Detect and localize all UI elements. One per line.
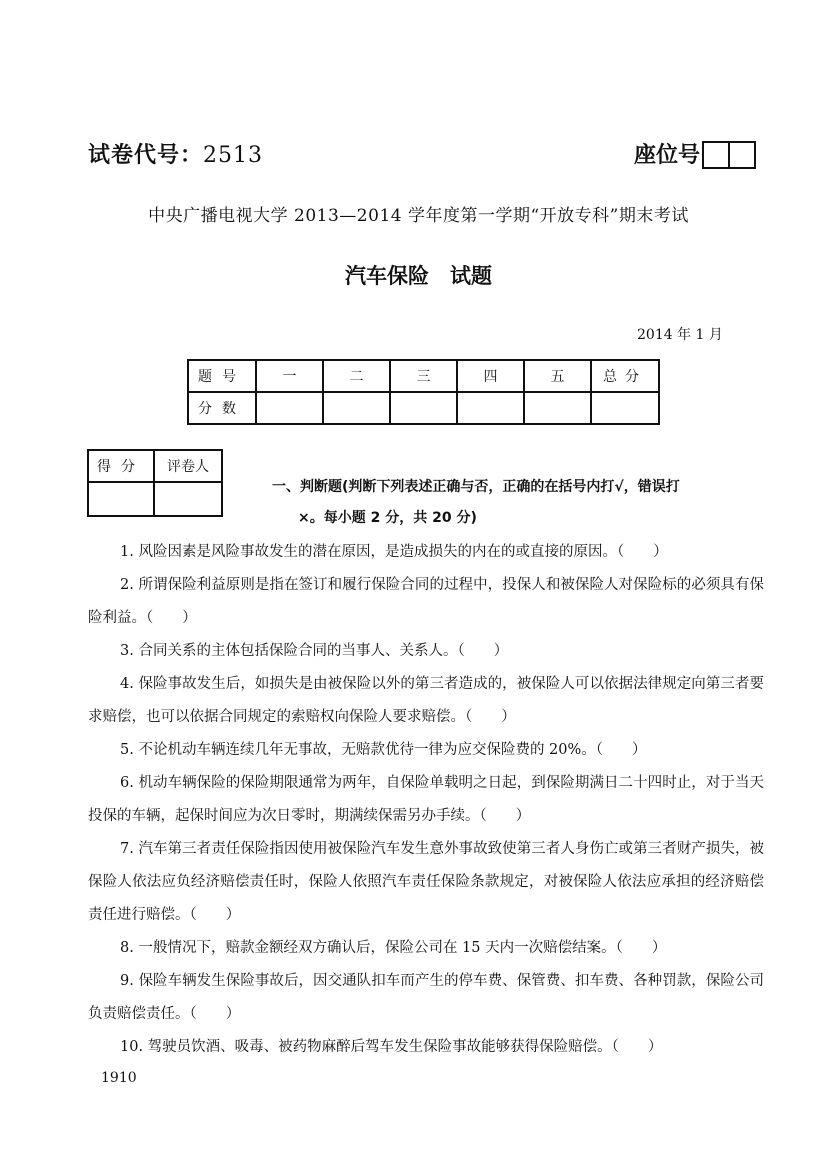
score-table-total: 总分 (591, 360, 659, 392)
seat-box (730, 141, 756, 169)
grader-score-label: 得分 (88, 450, 154, 482)
exam-title: 中央广播电视大学 2013—2014 学年度第一学期“开放专科”期末考试 (148, 206, 689, 226)
question-item: 1. 风险因素是风险事故发生的潜在原因，是造成损失的内在的或直接的原因。（ ） (120, 544, 668, 560)
grader-name-label: 评卷人 (154, 450, 222, 482)
question-item: 7. 汽车第三者责任保险指因使用被保险汽车发生意外事故致使第三者人身伤亡或第三者财产损失，被保险人依法应负经济赔偿责任时，保险人依照汽车责任保险条款规定，对被保险人依法应承担的经济赔偿责任进行赔偿。（ ） (88, 841, 764, 923)
paper-code-label: 试卷代号： (88, 143, 204, 168)
question-item: 3. 合同关系的主体包括保险合同的当事人、关系人。（ ） (120, 643, 509, 659)
score-table-column: 二 (323, 360, 390, 392)
score-table-column: 四 (457, 360, 524, 392)
question-item: 6. 机动车辆保险的保险期限通常为两年，自保险单载明之日起，到保险期满日二十四时止，对于当天投保的车辆，起保时间应为次日零时，期满续保需另办手续。（ ） (88, 775, 764, 824)
section-heading-line: 一、判断题(判断下列表述正确与否，正确的在括号内打√，错误打 (272, 479, 680, 495)
score-cell (457, 392, 524, 424)
score-table-row-head: 分数 (188, 392, 256, 424)
subject-title: 汽车保险 试题 (345, 264, 492, 288)
paper-code (88, 138, 263, 169)
exam-date: 2014 年 1 月 (637, 327, 723, 343)
score-table-row-head: 题号 (188, 360, 256, 392)
score-cell (323, 392, 390, 424)
question-item: 2. 所谓保险利益原则是指在签订和履行保险合同的过程中，投保人和被保险人对保险标的必须具有保险利益。（ ） (88, 577, 764, 626)
section-heading-line: ×。每小题 2 分，共 20 分) (298, 510, 477, 526)
score-cell (524, 392, 591, 424)
seat-number-label: 座位号 (634, 143, 701, 168)
page-number: 1910 (101, 1070, 137, 1086)
paper-code-number: 2513 (203, 143, 264, 168)
seat-number (634, 138, 756, 169)
question-item: 5. 不论机动车辆连续几年无事故，无赔款优待一律为应交保险费的 20%。（ ） (120, 742, 647, 758)
score-cell (390, 392, 457, 424)
grader-score-cell (88, 482, 154, 516)
grader-name-cell (154, 482, 222, 516)
score-table-column: 一 (256, 360, 323, 392)
section-heading (272, 472, 764, 534)
question-item: 4. 保险事故发生后，如损失是由被保险以外的第三者造成的，被保险人可以依据法律规定向第三者要求赔偿，也可以依据合同规定的索赔权向保险人要求赔偿。（ ） (88, 676, 764, 725)
question-list (88, 536, 764, 1064)
score-table-header-row (188, 360, 659, 392)
grader-table-blank-row (88, 482, 222, 516)
grader-table-header-row (88, 450, 222, 482)
grader-table (87, 449, 223, 517)
seat-box (702, 141, 730, 169)
question-item: 10. 驾驶员饮酒、吸毒、被药物麻醉后驾车发生保险事故能够获得保险赔偿。（ ） (120, 1039, 663, 1055)
score-cell (256, 392, 323, 424)
score-table-column: 三 (390, 360, 457, 392)
question-item: 9. 保险车辆发生保险事故后，因交通队扣车而产生的停车费、保管费、扣车费、各种罚款，保险公司负责赔偿责任。（ ） (88, 973, 764, 1022)
score-table (187, 359, 660, 425)
question-item: 8. 一般情况下，赔款金额经双方确认后，保险公司在 15 天内一次赔偿结案。（ ） (120, 940, 667, 956)
seat-number-boxes (702, 141, 756, 169)
score-table-score-row (188, 392, 659, 424)
score-cell (591, 392, 659, 424)
score-table-column: 五 (524, 360, 591, 392)
